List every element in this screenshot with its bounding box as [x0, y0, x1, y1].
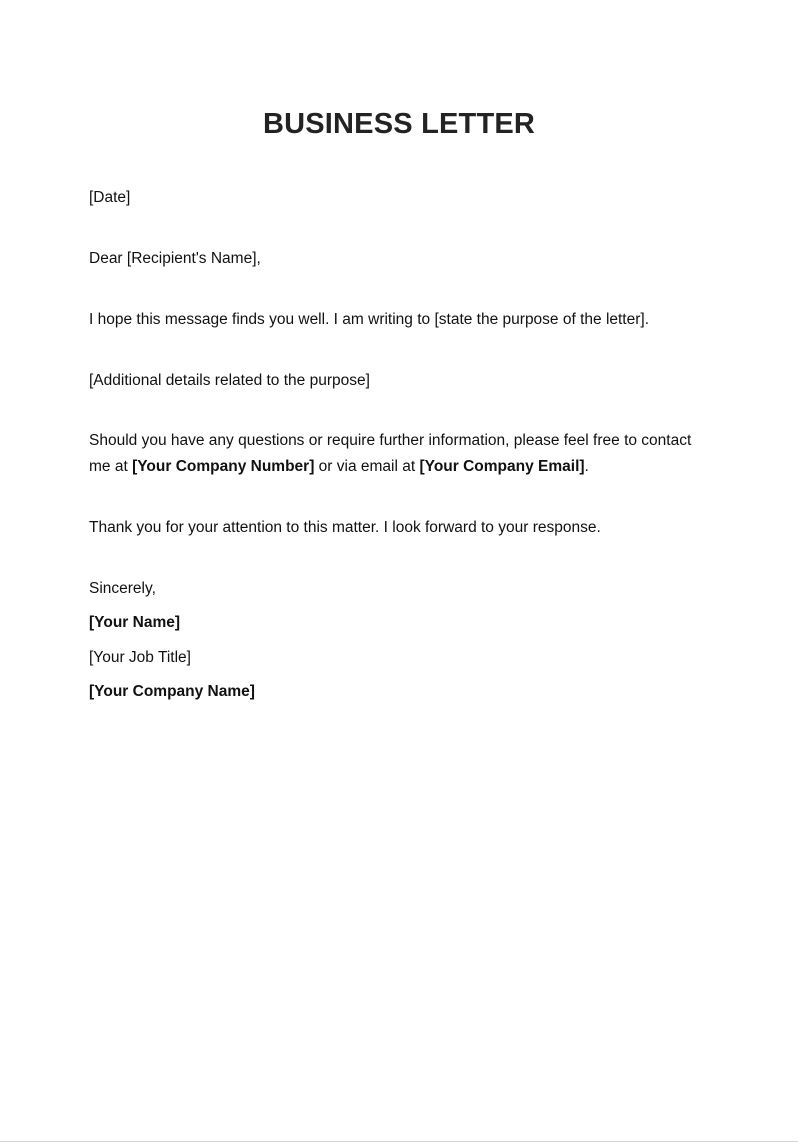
signature-job-title: [Your Job Title] [89, 649, 191, 666]
company-email-placeholder: [Your Company Email] [419, 458, 585, 475]
details-paragraph: [Additional details related to the purpose] [89, 372, 370, 389]
thanks-paragraph: Thank you for your attention to this matter. I look forward to your response. [89, 519, 601, 536]
contact-pre: me at [89, 458, 133, 475]
signature-company-name: [Your Company Name] [89, 683, 255, 700]
contact-line-2 [89, 454, 589, 480]
date-line: [Date] [89, 189, 131, 206]
signature-name: [Your Name] [89, 614, 181, 631]
page-title: BUSINESS LETTER [262, 108, 536, 140]
contact-line-1: Should you have any questions or require further information, please feel free to contact [89, 432, 692, 449]
contact-mid: or via email at [314, 458, 420, 475]
closing: Sincerely, [89, 580, 156, 597]
intro-paragraph: I hope this message finds you well. I am writing to [state the purpose of the letter]. [89, 311, 650, 328]
salutation: Dear [Recipient's Name], [89, 250, 261, 267]
contact-post: . [584, 458, 589, 475]
company-number-placeholder: [Your Company Number] [132, 458, 315, 475]
